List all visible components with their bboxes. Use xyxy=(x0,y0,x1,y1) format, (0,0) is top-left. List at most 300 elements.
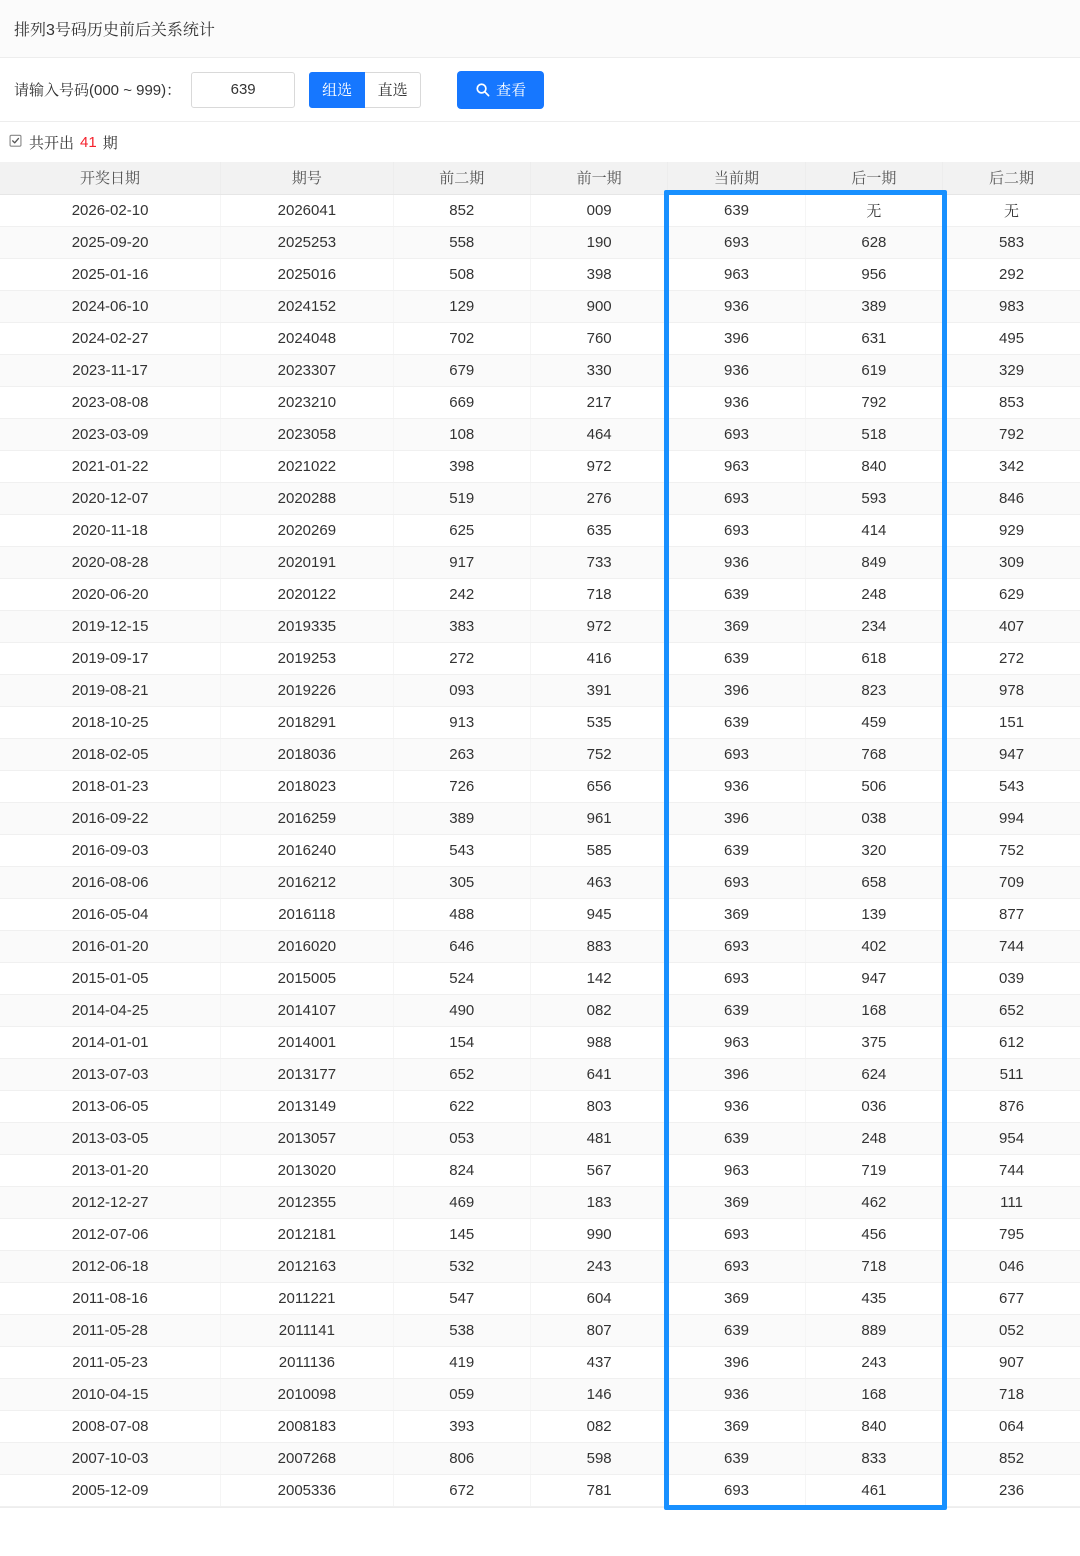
cell-期号: 2007268 xyxy=(221,1442,393,1474)
cell-开奖日期: 2024-02-27 xyxy=(0,322,221,354)
table-row xyxy=(0,1026,1080,1058)
cell-后一期: 414 xyxy=(805,514,942,546)
cell-后二期: 718 xyxy=(943,1378,1080,1410)
cell-当前期: 963 xyxy=(668,258,805,290)
cell-开奖日期: 2016-08-06 xyxy=(0,866,221,898)
cell-开奖日期: 2012-12-27 xyxy=(0,1186,221,1218)
cell-后二期: 677 xyxy=(943,1282,1080,1314)
cell-期号: 2016240 xyxy=(221,834,393,866)
cell-当前期: 639 xyxy=(668,834,805,866)
cell-期号: 2026041 xyxy=(221,194,393,226)
cell-当前期: 936 xyxy=(668,546,805,578)
cell-后二期: 629 xyxy=(943,578,1080,610)
bottom-divider xyxy=(0,1507,1080,1529)
cell-开奖日期: 2013-03-05 xyxy=(0,1122,221,1154)
cell-当前期: 936 xyxy=(668,386,805,418)
cell-前二期: 917 xyxy=(393,546,530,578)
cell-前二期: 145 xyxy=(393,1218,530,1250)
cell-后二期: 612 xyxy=(943,1026,1080,1058)
cell-开奖日期: 2020-12-07 xyxy=(0,482,221,514)
cell-后二期: 111 xyxy=(943,1186,1080,1218)
cell-期号: 2013020 xyxy=(221,1154,393,1186)
cell-后二期: 978 xyxy=(943,674,1080,706)
cell-当前期: 963 xyxy=(668,450,805,482)
cell-前一期: 276 xyxy=(530,482,667,514)
table-row xyxy=(0,1282,1080,1314)
table-row xyxy=(0,386,1080,418)
cell-后二期: 983 xyxy=(943,290,1080,322)
table-row xyxy=(0,418,1080,450)
cell-期号: 2011221 xyxy=(221,1282,393,1314)
table-row xyxy=(0,674,1080,706)
cell-期号: 2012355 xyxy=(221,1186,393,1218)
cell-前一期: 718 xyxy=(530,578,667,610)
cell-后一期: 389 xyxy=(805,290,942,322)
cell-后一期: 518 xyxy=(805,418,942,450)
table-row xyxy=(0,1442,1080,1474)
cell-开奖日期: 2013-06-05 xyxy=(0,1090,221,1122)
table-row xyxy=(0,258,1080,290)
table-row xyxy=(0,802,1080,834)
cell-后二期: 495 xyxy=(943,322,1080,354)
cell-期号: 2020269 xyxy=(221,514,393,546)
cell-前二期: 726 xyxy=(393,770,530,802)
cell-当前期: 936 xyxy=(668,770,805,802)
cell-前一期: 416 xyxy=(530,642,667,674)
cell-当前期: 639 xyxy=(668,1122,805,1154)
cell-期号: 2012181 xyxy=(221,1218,393,1250)
cell-后二期: 292 xyxy=(943,258,1080,290)
summary-suffix: 期 xyxy=(102,134,118,152)
cell-后一期: 461 xyxy=(805,1474,942,1506)
cell-前一期: 464 xyxy=(530,418,667,450)
cell-期号: 2008183 xyxy=(221,1410,393,1442)
cell-后二期: 852 xyxy=(943,1442,1080,1474)
cell-前一期: 883 xyxy=(530,930,667,962)
table-row xyxy=(0,546,1080,578)
cell-前二期: 702 xyxy=(393,322,530,354)
cell-后二期: 853 xyxy=(943,386,1080,418)
cell-前二期: 547 xyxy=(393,1282,530,1314)
cell-后二期: 329 xyxy=(943,354,1080,386)
cell-期号: 2025016 xyxy=(221,258,393,290)
cell-前一期: 760 xyxy=(530,322,667,354)
cell-当前期: 639 xyxy=(668,706,805,738)
cell-开奖日期: 2023-08-08 xyxy=(0,386,221,418)
cell-当前期: 639 xyxy=(668,1314,805,1346)
cell-后一期: 619 xyxy=(805,354,942,386)
cell-后一期: 375 xyxy=(805,1026,942,1058)
cell-前二期: 272 xyxy=(393,642,530,674)
table-row xyxy=(0,898,1080,930)
cell-前一期: 142 xyxy=(530,962,667,994)
cell-当前期: 693 xyxy=(668,482,805,514)
column-header-6: 后二期 xyxy=(943,162,1080,194)
cell-后二期: 954 xyxy=(943,1122,1080,1154)
cell-前一期: 391 xyxy=(530,674,667,706)
cell-开奖日期: 2008-07-08 xyxy=(0,1410,221,1442)
cell-前一期: 567 xyxy=(530,1154,667,1186)
table-row xyxy=(0,514,1080,546)
cell-后二期: 929 xyxy=(943,514,1080,546)
cell-前一期: 598 xyxy=(530,1442,667,1474)
cell-前二期: 398 xyxy=(393,450,530,482)
column-header-2: 前二期 xyxy=(393,162,530,194)
table-row xyxy=(0,1090,1080,1122)
cell-开奖日期: 2005-12-09 xyxy=(0,1474,221,1506)
table-row xyxy=(0,930,1080,962)
table-row xyxy=(0,1122,1080,1154)
cell-前一期: 082 xyxy=(530,1410,667,1442)
cell-期号: 2013177 xyxy=(221,1058,393,1090)
cell-当前期: 693 xyxy=(668,738,805,770)
cell-后一期: 624 xyxy=(805,1058,942,1090)
cell-前一期: 190 xyxy=(530,226,667,258)
table-row xyxy=(0,194,1080,226)
cell-期号: 2013057 xyxy=(221,1122,393,1154)
cell-前一期: 463 xyxy=(530,866,667,898)
cell-后一期: 248 xyxy=(805,578,942,610)
cell-当前期: 639 xyxy=(668,642,805,674)
cell-当前期: 936 xyxy=(668,1378,805,1410)
cell-前二期: 538 xyxy=(393,1314,530,1346)
table-row xyxy=(0,226,1080,258)
view-button[interactable] xyxy=(457,71,544,109)
history-table xyxy=(0,162,1080,1507)
cell-期号: 2019226 xyxy=(221,674,393,706)
cell-当前期: 936 xyxy=(668,354,805,386)
cell-前一期: 481 xyxy=(530,1122,667,1154)
cell-前二期: 383 xyxy=(393,610,530,642)
cell-开奖日期: 2015-01-05 xyxy=(0,962,221,994)
cell-后一期: 462 xyxy=(805,1186,942,1218)
summary-line xyxy=(0,122,1080,162)
cell-后一期: 无 xyxy=(805,194,942,226)
cell-后一期: 849 xyxy=(805,546,942,578)
cell-开奖日期: 2024-06-10 xyxy=(0,290,221,322)
cell-当前期: 693 xyxy=(668,1218,805,1250)
cell-当前期: 963 xyxy=(668,1154,805,1186)
cell-开奖日期: 2025-09-20 xyxy=(0,226,221,258)
table-row xyxy=(0,1346,1080,1378)
cell-后一期: 506 xyxy=(805,770,942,802)
table-row xyxy=(0,834,1080,866)
cell-后二期: 947 xyxy=(943,738,1080,770)
table-row xyxy=(0,1378,1080,1410)
table-row xyxy=(0,738,1080,770)
cell-后一期: 768 xyxy=(805,738,942,770)
column-header-5: 后一期 xyxy=(805,162,942,194)
table-row xyxy=(0,706,1080,738)
cell-当前期: 693 xyxy=(668,930,805,962)
cell-前二期: 488 xyxy=(393,898,530,930)
cell-开奖日期: 2016-05-04 xyxy=(0,898,221,930)
cell-期号: 2024048 xyxy=(221,322,393,354)
cell-期号: 2018291 xyxy=(221,706,393,738)
cell-后二期: 046 xyxy=(943,1250,1080,1282)
cell-后二期: 876 xyxy=(943,1090,1080,1122)
summary-count: 41 xyxy=(80,133,97,151)
cell-期号: 2013149 xyxy=(221,1090,393,1122)
cell-期号: 2018023 xyxy=(221,770,393,802)
table-row xyxy=(0,994,1080,1026)
cell-后二期: 744 xyxy=(943,930,1080,962)
cell-前二期: 646 xyxy=(393,930,530,962)
column-header-3: 前一期 xyxy=(530,162,667,194)
cell-前一期: 972 xyxy=(530,610,667,642)
cell-开奖日期: 2025-01-16 xyxy=(0,258,221,290)
cell-后一期: 956 xyxy=(805,258,942,290)
cell-前一期: 082 xyxy=(530,994,667,1026)
cell-开奖日期: 2019-09-17 xyxy=(0,642,221,674)
cell-前二期: 093 xyxy=(393,674,530,706)
mode-group-button[interactable]: 组选 xyxy=(309,72,365,108)
cell-期号: 2016020 xyxy=(221,930,393,962)
cell-后一期: 248 xyxy=(805,1122,942,1154)
cell-前一期: 604 xyxy=(530,1282,667,1314)
cell-后二期: 652 xyxy=(943,994,1080,1026)
cell-期号: 2019335 xyxy=(221,610,393,642)
table-row xyxy=(0,610,1080,642)
cell-开奖日期: 2012-06-18 xyxy=(0,1250,221,1282)
cell-开奖日期: 2020-08-28 xyxy=(0,546,221,578)
number-input[interactable] xyxy=(191,72,295,108)
search-icon xyxy=(475,82,490,97)
cell-当前期: 369 xyxy=(668,1410,805,1442)
cell-期号: 2016212 xyxy=(221,866,393,898)
table-row xyxy=(0,1314,1080,1346)
cell-开奖日期: 2013-01-20 xyxy=(0,1154,221,1186)
query-label: 请输入号码(000 ~ 999)： xyxy=(14,82,182,99)
cell-前一期: 217 xyxy=(530,386,667,418)
table-row xyxy=(0,354,1080,386)
cell-开奖日期: 2026-02-10 xyxy=(0,194,221,226)
cell-期号: 2024152 xyxy=(221,290,393,322)
table-row xyxy=(0,962,1080,994)
cell-前二期: 913 xyxy=(393,706,530,738)
cell-前一期: 641 xyxy=(530,1058,667,1090)
cell-开奖日期: 2011-05-28 xyxy=(0,1314,221,1346)
cell-期号: 2020122 xyxy=(221,578,393,610)
cell-前二期: 419 xyxy=(393,1346,530,1378)
cell-后一期: 320 xyxy=(805,834,942,866)
cell-期号: 2014107 xyxy=(221,994,393,1026)
cell-后一期: 823 xyxy=(805,674,942,706)
cell-后一期: 631 xyxy=(805,322,942,354)
cell-期号: 2011136 xyxy=(221,1346,393,1378)
cell-当前期: 396 xyxy=(668,1346,805,1378)
table-row xyxy=(0,770,1080,802)
mode-toggle-group xyxy=(309,72,421,108)
column-header-0: 开奖日期 xyxy=(0,162,221,194)
cell-当前期: 369 xyxy=(668,610,805,642)
cell-开奖日期: 2016-09-22 xyxy=(0,802,221,834)
cell-当前期: 693 xyxy=(668,226,805,258)
cell-后一期: 840 xyxy=(805,450,942,482)
cell-后二期: 236 xyxy=(943,1474,1080,1506)
cell-开奖日期: 2014-01-01 xyxy=(0,1026,221,1058)
cell-期号: 2020191 xyxy=(221,546,393,578)
cell-开奖日期: 2016-09-03 xyxy=(0,834,221,866)
cell-当前期: 693 xyxy=(668,1250,805,1282)
cell-后一期: 168 xyxy=(805,994,942,1026)
table-row xyxy=(0,322,1080,354)
cell-当前期: 369 xyxy=(668,1282,805,1314)
cell-前二期: 679 xyxy=(393,354,530,386)
cell-当前期: 396 xyxy=(668,674,805,706)
page-title: 排列3号码历史前后关系统计 xyxy=(0,0,1080,58)
cell-前一期: 330 xyxy=(530,354,667,386)
cell-前一期: 437 xyxy=(530,1346,667,1378)
cell-后一期: 658 xyxy=(805,866,942,898)
cell-前二期: 625 xyxy=(393,514,530,546)
cell-后二期: 151 xyxy=(943,706,1080,738)
cell-当前期: 936 xyxy=(668,290,805,322)
cell-后一期: 792 xyxy=(805,386,942,418)
cell-前二期: 524 xyxy=(393,962,530,994)
cell-后一期: 947 xyxy=(805,962,942,994)
table-row xyxy=(0,1410,1080,1442)
cell-后二期: 744 xyxy=(943,1154,1080,1186)
cell-后一期: 402 xyxy=(805,930,942,962)
table-row xyxy=(0,1154,1080,1186)
cell-前二期: 393 xyxy=(393,1410,530,1442)
cell-前一期: 945 xyxy=(530,898,667,930)
cell-后一期: 840 xyxy=(805,1410,942,1442)
cell-前二期: 806 xyxy=(393,1442,530,1474)
cell-开奖日期: 2018-10-25 xyxy=(0,706,221,738)
cell-前一期: 961 xyxy=(530,802,667,834)
cell-前一期: 752 xyxy=(530,738,667,770)
cell-前二期: 543 xyxy=(393,834,530,866)
cell-开奖日期: 2011-05-23 xyxy=(0,1346,221,1378)
cell-当前期: 693 xyxy=(668,1474,805,1506)
table-row xyxy=(0,1186,1080,1218)
cell-当前期: 396 xyxy=(668,1058,805,1090)
cell-开奖日期: 2014-04-25 xyxy=(0,994,221,1026)
cell-期号: 2016259 xyxy=(221,802,393,834)
cell-期号: 2023307 xyxy=(221,354,393,386)
cell-开奖日期: 2013-07-03 xyxy=(0,1058,221,1090)
cell-前二期: 558 xyxy=(393,226,530,258)
cell-前二期: 263 xyxy=(393,738,530,770)
cell-期号: 2018036 xyxy=(221,738,393,770)
cell-前一期: 781 xyxy=(530,1474,667,1506)
cell-前二期: 389 xyxy=(393,802,530,834)
cell-前一期: 990 xyxy=(530,1218,667,1250)
cell-后二期: 064 xyxy=(943,1410,1080,1442)
cell-前一期: 803 xyxy=(530,1090,667,1122)
cell-开奖日期: 2011-08-16 xyxy=(0,1282,221,1314)
cell-当前期: 639 xyxy=(668,578,805,610)
cell-期号: 2011141 xyxy=(221,1314,393,1346)
cell-前二期: 652 xyxy=(393,1058,530,1090)
cell-开奖日期: 2023-03-09 xyxy=(0,418,221,450)
cell-当前期: 693 xyxy=(668,962,805,994)
cell-前二期: 519 xyxy=(393,482,530,514)
cell-当前期: 936 xyxy=(668,1090,805,1122)
cell-期号: 2023210 xyxy=(221,386,393,418)
cell-后二期: 511 xyxy=(943,1058,1080,1090)
table-row xyxy=(0,1058,1080,1090)
cell-后二期: 709 xyxy=(943,866,1080,898)
cell-后一期: 456 xyxy=(805,1218,942,1250)
cell-后二期: 309 xyxy=(943,546,1080,578)
cell-前二期: 532 xyxy=(393,1250,530,1282)
cell-后一期: 459 xyxy=(805,706,942,738)
cell-前二期: 490 xyxy=(393,994,530,1026)
cell-开奖日期: 2020-06-20 xyxy=(0,578,221,610)
cell-开奖日期: 2020-11-18 xyxy=(0,514,221,546)
cell-后一期: 168 xyxy=(805,1378,942,1410)
cell-后一期: 618 xyxy=(805,642,942,674)
cell-后一期: 889 xyxy=(805,1314,942,1346)
query-bar xyxy=(0,58,1080,122)
cell-当前期: 693 xyxy=(668,418,805,450)
cell-前二期: 108 xyxy=(393,418,530,450)
cell-期号: 2021022 xyxy=(221,450,393,482)
cell-后一期: 833 xyxy=(805,1442,942,1474)
table-row xyxy=(0,866,1080,898)
cell-开奖日期: 2016-01-20 xyxy=(0,930,221,962)
cell-前二期: 154 xyxy=(393,1026,530,1058)
cell-期号: 2016118 xyxy=(221,898,393,930)
cell-后二期: 994 xyxy=(943,802,1080,834)
cell-后二期: 039 xyxy=(943,962,1080,994)
cell-后二期: 907 xyxy=(943,1346,1080,1378)
cell-前一期: 988 xyxy=(530,1026,667,1058)
mode-direct-button[interactable]: 直选 xyxy=(365,72,421,108)
cell-期号: 2023058 xyxy=(221,418,393,450)
column-header-1: 期号 xyxy=(221,162,393,194)
cell-期号: 2014001 xyxy=(221,1026,393,1058)
cell-后二期: 543 xyxy=(943,770,1080,802)
cell-前二期: 242 xyxy=(393,578,530,610)
cell-后一期: 593 xyxy=(805,482,942,514)
cell-后二期: 052 xyxy=(943,1314,1080,1346)
cell-后二期: 583 xyxy=(943,226,1080,258)
cell-当前期: 369 xyxy=(668,898,805,930)
cell-后一期: 719 xyxy=(805,1154,942,1186)
cell-期号: 2025253 xyxy=(221,226,393,258)
table-row xyxy=(0,1218,1080,1250)
summary-prefix: 共开出 xyxy=(29,134,75,152)
cell-开奖日期: 2007-10-03 xyxy=(0,1442,221,1474)
cell-期号: 2015005 xyxy=(221,962,393,994)
cell-开奖日期: 2018-01-23 xyxy=(0,770,221,802)
cell-后二期: 877 xyxy=(943,898,1080,930)
cell-期号: 2019253 xyxy=(221,642,393,674)
cell-前一期: 635 xyxy=(530,514,667,546)
cell-前二期: 824 xyxy=(393,1154,530,1186)
cell-前二期: 852 xyxy=(393,194,530,226)
cell-前一期: 972 xyxy=(530,450,667,482)
cell-当前期: 369 xyxy=(668,1186,805,1218)
cell-前二期: 469 xyxy=(393,1186,530,1218)
cell-前一期: 183 xyxy=(530,1186,667,1218)
cell-后二期: 752 xyxy=(943,834,1080,866)
cell-后二期: 无 xyxy=(943,194,1080,226)
cell-前二期: 508 xyxy=(393,258,530,290)
clipboard-check-icon xyxy=(8,133,23,152)
table-row xyxy=(0,450,1080,482)
cell-前二期: 672 xyxy=(393,1474,530,1506)
cell-开奖日期: 2010-04-15 xyxy=(0,1378,221,1410)
cell-当前期: 693 xyxy=(668,514,805,546)
table-row xyxy=(0,290,1080,322)
cell-后一期: 718 xyxy=(805,1250,942,1282)
cell-当前期: 639 xyxy=(668,1442,805,1474)
